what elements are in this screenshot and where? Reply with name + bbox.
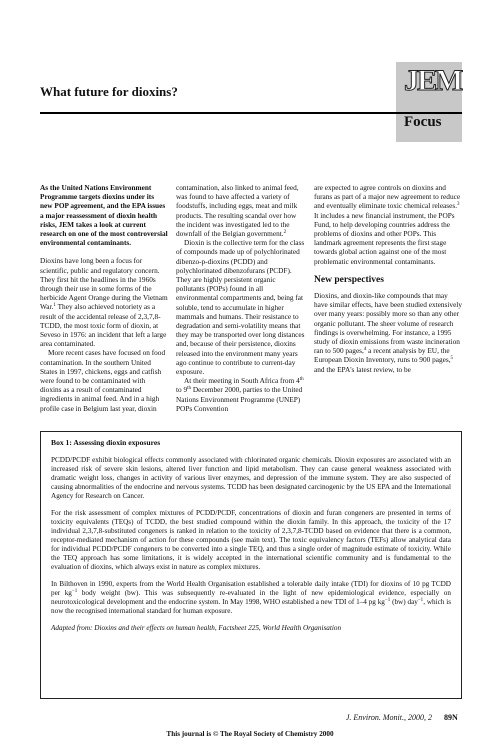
text-column-3 [314,183,462,374]
copyright-line: This journal is © The Royal Society of Chemistry 2000 [166,730,334,738]
header-rule [40,112,396,114]
box-paragraph: In Bilthoven in 1990, experts from the World Health Organisation established a tolerable daily intake (TDI) for dioxins of 10 pg TCDD per $kg^{-1}$ body weight (bw). This was subsequently re-evaluated in the light of new epidemiological evidence, especially on neurotoxicological development and the endocrine system. In May 1998, WHO established a new TDI of 1–4 pg $kg^{-1}$ (bw) day$^{-1}$, which is now the recognised international standard for human exposure. [51,580,452,615]
box-title: Box 1: Assessing dioxin exposures [51,438,161,447]
body-paragraph: At their meeting in South Africa from 4th to 9th December 2000, parties to the United Nations Environment Programme (UNEP) POPs Convention [176,376,304,413]
jem-logo: JEM [404,64,462,97]
section-label: Focus [404,114,442,130]
body-paragraph: Dioxins, and dioxin-like compounds that may have similar effects, have been studied extensively over many years: possibly more so than any other organic pollutant. The sheer volume of research findings is overwhelming. For instance, a 1995 study of dioxin emissions from waste incineration ran to 500 pages,$^4$ a recent analysis by EU, the European Dioxin Inventory, runs to 900 pages,$^5$ and the EPA's latest review, to be [314,291,462,374]
body-paragraph: are expected to agree controls on dioxins and furans as part of a major new agreement to reduce and eventually eliminate toxic chemical releases.$^3$ It includes a new financial instrument, the POPs Fund, to help developing countries address the problems of dioxins and other POPs. This landmark agreement represents the first stage towards global action against one of the most problematic environmental contaminants. [314,183,461,266]
lead-paragraph: As the United Nations Environment Programme targets dioxins under its new POP agreement, and the EPA issues a major reassessment of dioxin health risks, JEM takes a look at current research on one of the most controversial environmental contaminants. [40,183,168,248]
text-column-2 [176,183,305,413]
box-paragraph: PCDD/PCDF exhibit biological effects commonly associated with chlorinated organic chemicals. Dioxin exposures are associated with an increased risk of severe skin lesions, altered liver function and lipid metabolism. They can cause general weakness associated with dramatic weight loss, changes in activity of various liver enzymes, and depression of the immune system. They are also suspected of causing abnormalities of the endocrine and nervous systems. TCDD has been designated carcinogenic by the US EPA and the International Agency for Research on Cancer. [51,456,451,500]
body-paragraph: contamination, also linked to animal feed, was found to have affected a variety of foodstuffs, including eggs, meat and milk products. The resulting scandal over how the incident was investigated led to the downfall of the Belgian government.$^2$ [176,183,299,239]
page-number: 89N [444,713,458,722]
body-paragraph: More recent cases have focused on food contamination. In the southern United States in 1997, chickens, eggs and catfish were found to be contaminated with dioxins as a result of contaminated ingredients in animal feed. And in a high profile case in Belgium last year, dioxin [40,348,166,413]
box-paragraph: For the risk assessment of complex mixtures of PCDD/PCDF, concentrations of dioxin and furan congeners are presented in terms of toxicity equivalents (TEQs) of TCDD, the best studied compound within the dioxin family. In this approach, the toxicity of the 17 individual 2,3,7,8-substituted congeners is ranked in relation to the toxicity of 2,3,7,8-TCDD based on evidence that there is a common, receptor-mediated mechanism of action for these compounds (see main text). The toxic equivalency factors (TEFs) allow analytical data for individual PCDD/PCDF congeners to be converted into a single TEQ, and thus a single order of magnitude estimate of toxicity. While the TEQ approach has some limitations, it is widely accepted in the international scientific community and is fundamental to the evaluation of dioxins, which always exist in nature as complex mixtures. [51,509,451,571]
info-box [40,431,462,699]
body-paragraph: Dioxin is the collective term for the class of compounds made up of polychlorinated dibenzo-p-dioxins (PCDD) and polychlorinated dibenzofurans (PCDF). They are highly persistent organic pollutants (POPs) found in all environmental compartments and, being fat soluble, tend to accumulate in higher mammals and humans. Their resistance to degradation and semi-volatility means that they may be transported over long distances and, because of their persistence, dioxins released into the environment many years ago continue to contribute to current-day exposure. [176,238,305,377]
text-column-1 [40,183,168,413]
box-source: Adapted from: Dioxins and their effects on human health, Factsheet 225, World Health Organisation [51,624,342,632]
section-heading: New perspectives [314,274,384,285]
journal-citation: J. Environ. Monit., 2000, 2 [345,713,432,722]
article-title: What future for dioxins? [40,84,178,99]
body-paragraph: Dioxins have long been a focus for scientific, public and regulatory concern. They first hit the headlines in the 1960s through their use in some forms of the herbicide Agent Orange during the Vietnam War.$^1$ They also achieved notoriety as a result of the accidental release of 2,3,7,8-TCDD, the most toxic form of dioxin, at Seveso in 1976: an incident that left a large area contaminated. [40,256,168,349]
